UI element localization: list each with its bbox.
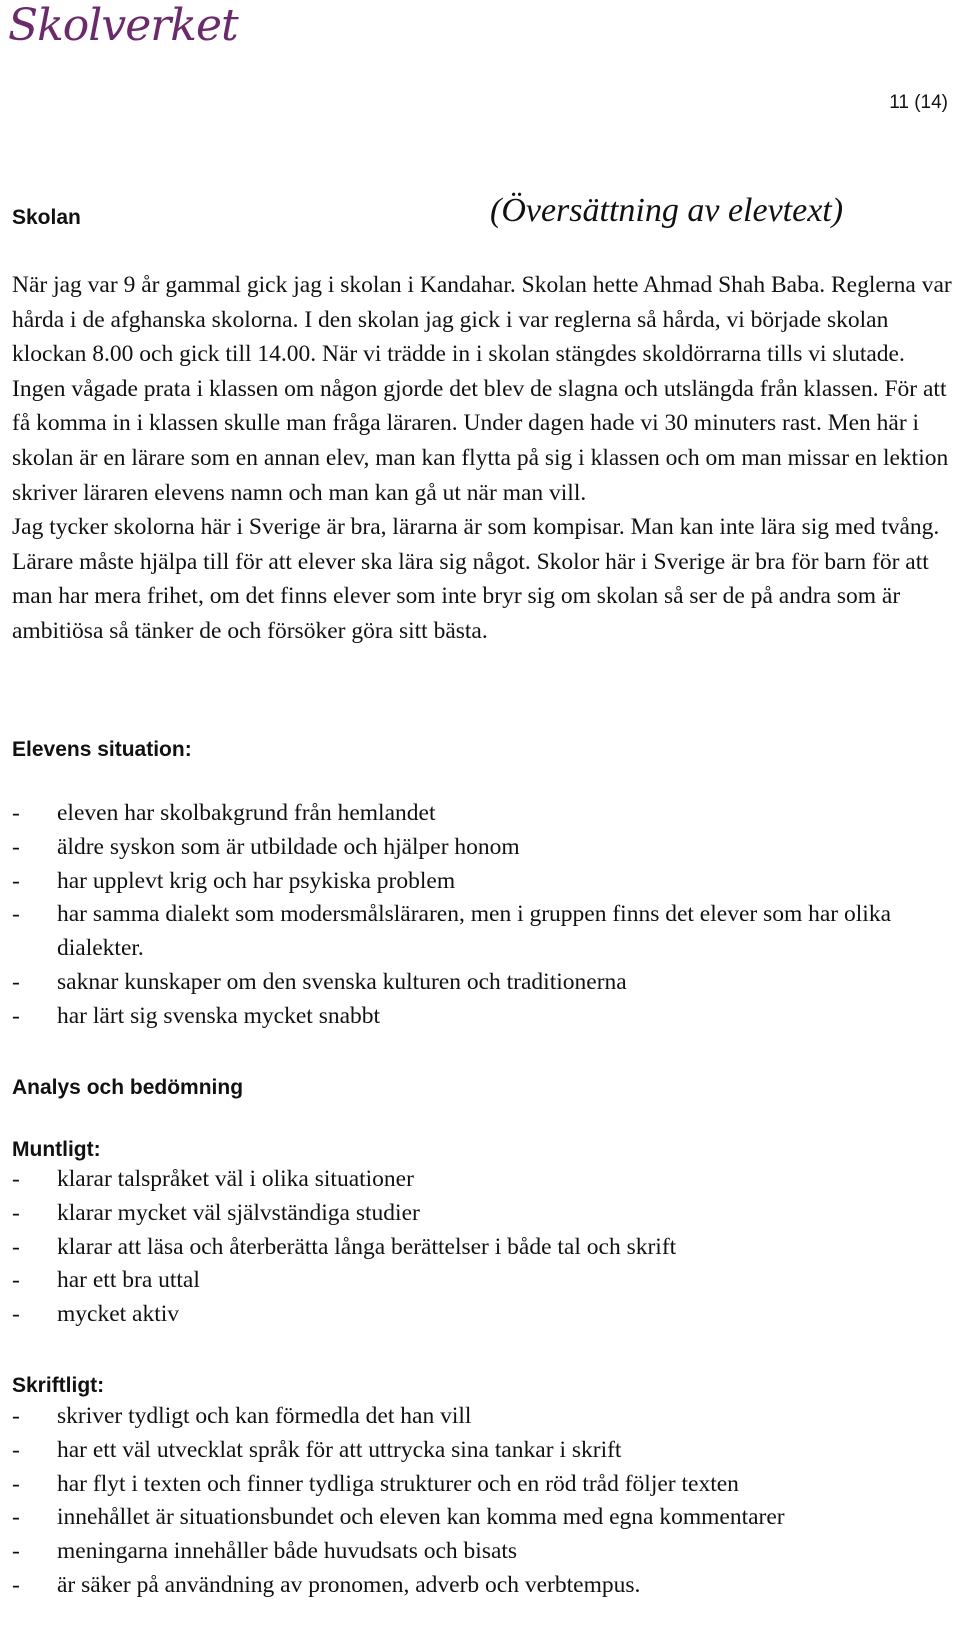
- list-item: - har ett bra uttal: [12, 1264, 957, 1298]
- list-item: - skriver tydligt och kan förmedla det han vill: [12, 1400, 957, 1434]
- list-item: - innehållet är situationsbundet och eleven kan komma med egna kommentarer: [12, 1501, 957, 1535]
- list-item: - har upplevt krig och har psykiska problem: [12, 865, 957, 899]
- situation-heading: Elevens situation:: [12, 738, 192, 761]
- paragraph: Jag tycker skolorna här i Sverige är bra, lärarna är som kompisar. Man kan inte lära sig med tvång. Lärare måste hjälpa till för att elever ska lära sig något. Skolor här i Sverige är bra för barn för att man har mera frihet, om det finns elever som inte bryr sig om skolan så ser de på andra som är ambitiösa så tänker de och försöker göra sitt bästa.: [12, 514, 940, 644]
- list-item: - har lärt sig svenska mycket snabbt: [12, 1000, 957, 1034]
- page-number: 11 (14): [889, 92, 948, 113]
- written-list: [12, 1400, 957, 1603]
- analysis-heading: Analys och bedömning: [12, 1076, 244, 1099]
- list-item: - meningarna innehåller både huvudsats och bisats: [12, 1535, 957, 1569]
- oral-list: [12, 1163, 957, 1332]
- list-item: - klarar att läsa och återberätta långa berättelser i både tal och skrift: [12, 1231, 957, 1265]
- paragraph: När jag var 9 år gammal gick jag i skolan i Kandahar. Skolan hette Ahmad Shah Baba. Reglerna var hårda i de afghanska skolorna. I den skolan jag gick i var reglerna så hårda, vi började skolan klockan 8.00 och gick till 14.00. När vi trädde in i skolan stängdes skoldörrarna tills vi slutade. Ingen vågade prata i klassen om någon gjorde det blev de slagna och utslängda från klassen. För att få komma in i klassen skulle man fråga läraren. Under dagen hade vi 30 minuters rast. Men här i skolan är en lärare som en annan elev, man kan flytta på sig i klassen och om man missar en lektion skriver läraren elevens namn och man kan gå ut när man vill.: [12, 272, 952, 506]
- student-text: [12, 268, 952, 649]
- translation-subtitle: (Översättning av elevtext): [490, 192, 844, 229]
- list-item: - är säker på användning av pronomen, adverb och verbtempus.: [12, 1569, 957, 1603]
- list-item: - mycket aktiv: [12, 1298, 957, 1332]
- oral-heading: Muntligt:: [12, 1138, 101, 1161]
- list-item: - har flyt i texten och finner tydliga strukturer och en röd tråd följer texten: [12, 1468, 957, 1502]
- section-title-skolan: Skolan: [12, 206, 81, 229]
- list-item: - har samma dialekt som modersmålsläraren, men i gruppen finns det elever som har olika dialekter.: [12, 898, 957, 966]
- list-item: - saknar kunskaper om den svenska kulturen och traditionerna: [12, 966, 957, 1000]
- list-item: - klarar talspråket väl i olika situationer: [12, 1163, 957, 1197]
- written-heading: Skriftligt:: [12, 1374, 105, 1397]
- list-item: - äldre syskon som är utbildade och hjälper honom: [12, 831, 957, 865]
- situation-list: [12, 797, 957, 1034]
- list-item: - har ett väl utvecklat språk för att uttrycka sina tankar i skrift: [12, 1434, 957, 1468]
- list-item: - klarar mycket väl självständiga studier: [12, 1197, 957, 1231]
- list-item: - eleven har skolbakgrund från hemlandet: [12, 797, 957, 831]
- skolverket-logo: Skolverket: [8, 0, 238, 51]
